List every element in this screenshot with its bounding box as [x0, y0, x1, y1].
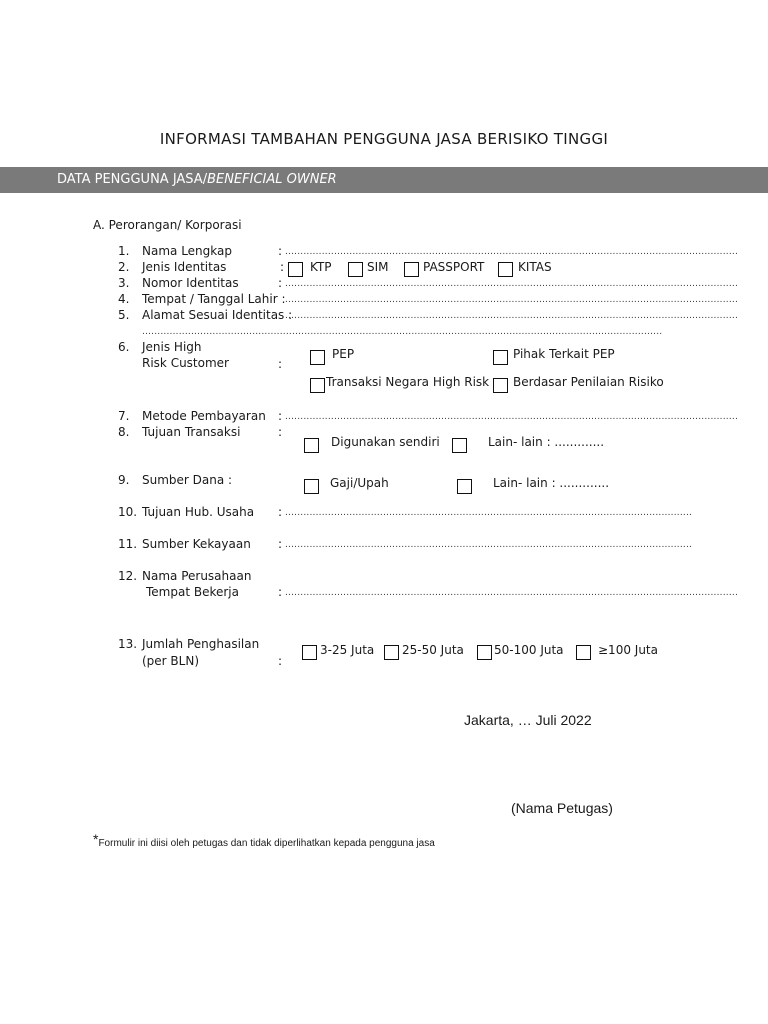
section-header-label: DATA PENGGUNA JASA/BENEFICIAL OWNER: [57, 172, 337, 187]
label-sumber-kekayaan: Sumber Kekayaan: [142, 537, 251, 551]
fill-line-ttl[interactable]: ....................................................................................................................................................: [285, 295, 739, 305]
colon: :: [278, 505, 283, 519]
colon: :: [278, 409, 283, 423]
date-line: Jakarta, … Juli 2022: [464, 712, 592, 728]
item-number-7: 7.: [118, 409, 130, 423]
colon: :: [278, 425, 283, 439]
item-number-5: 5.: [118, 308, 130, 322]
label-nama-lengkap: Nama Lengkap: [142, 244, 232, 258]
option-pep: PEP: [332, 347, 355, 361]
option-kitas: KITAS: [518, 260, 552, 274]
item-number-8: 8.: [118, 425, 130, 439]
checkbox-pep[interactable]: [310, 350, 325, 365]
colon: :: [278, 537, 283, 551]
option-dana-lain: Lain- lain : .............: [493, 476, 610, 490]
colon: :: [280, 260, 285, 274]
checkbox-income-50-100[interactable]: [477, 645, 492, 660]
officer-name: (Nama Petugas): [511, 800, 613, 816]
checkbox-income-25-50[interactable]: [384, 645, 399, 660]
checkbox-pihak-terkait-pep[interactable]: [493, 350, 508, 365]
checkbox-transaksi-negara[interactable]: [310, 378, 325, 393]
option-income-3-25: 3-25 Juta: [320, 643, 375, 657]
fill-line-metode[interactable]: ....................................................................................................................................................: [285, 412, 739, 422]
fill-line-alamat[interactable]: ....................................................................................................................................................: [285, 311, 739, 321]
label-nomor-identitas: Nomor Identitas: [142, 276, 239, 290]
section-header-bar: [0, 167, 768, 193]
option-passport: PASSPORT: [423, 260, 485, 274]
checkbox-passport[interactable]: [404, 262, 419, 277]
option-gaji-upah: Gaji/Upah: [330, 476, 389, 490]
item-number-11: 11.: [118, 537, 138, 551]
label-risk-customer: Risk Customer: [142, 356, 229, 370]
checkbox-digunakan-sendiri[interactable]: [304, 438, 319, 453]
option-sim: SIM: [367, 260, 389, 274]
option-transaksi-negara: Transaksi Negara High Risk: [326, 375, 490, 389]
item-number-1: 1.: [118, 244, 130, 258]
option-ktp: KTP: [310, 260, 332, 274]
fill-line-tujuan-hub[interactable]: .....................................................................................................................................: [285, 508, 693, 518]
footnote: [93, 831, 435, 849]
item-number-13: 13.: [118, 637, 138, 651]
checkbox-sim[interactable]: [348, 262, 363, 277]
item-number-10: 10.: [118, 505, 138, 519]
fill-line-nama[interactable]: ....................................................................................................................................................: [285, 247, 739, 257]
option-tujuan-lain: Lain- lain : .............: [488, 435, 605, 449]
item-number-9: 9.: [118, 473, 130, 487]
label-per-bln: (per BLN): [142, 654, 200, 668]
item-number-12: 12.: [118, 569, 138, 583]
label-tujuan-hub-usaha: Tujuan Hub. Usaha: [142, 505, 255, 519]
fill-line-perusahaan[interactable]: ....................................................................................................................................................: [285, 588, 739, 598]
option-income-25-50: 25-50 Juta: [402, 643, 464, 657]
label-tempat-bekerja: Tempat Bekerja: [146, 585, 239, 599]
label-metode-pembayaran: Metode Pembayaran: [142, 409, 266, 423]
item-number-2: 2.: [118, 260, 130, 274]
checkbox-kitas[interactable]: [498, 262, 513, 277]
colon: :: [278, 357, 283, 371]
footnote-text: Formulir ini diisi oleh petugas dan tidak diperlihatkan kepada pengguna jasa: [98, 838, 435, 849]
checkbox-income-3-25[interactable]: [302, 645, 317, 660]
item-number-3: 3.: [118, 276, 130, 290]
item-number-4: 4.: [118, 292, 130, 306]
checkbox-tujuan-lain[interactable]: [452, 438, 467, 453]
footnote-star: *: [93, 831, 99, 847]
label-tujuan-transaksi: Tujuan Transaksi: [142, 425, 241, 439]
fill-line-nomor[interactable]: ....................................................................................................................................................: [285, 279, 739, 289]
label-alamat: Alamat Sesuai Identitas :: [142, 308, 293, 322]
fill-line-kekayaan[interactable]: .....................................................................................................................................: [285, 540, 693, 550]
label-sumber-dana: Sumber Dana :: [142, 473, 233, 487]
option-income-100-plus: ≥100 Juta: [598, 643, 658, 657]
checkbox-dana-lain[interactable]: [457, 479, 472, 494]
option-income-50-100: 50-100 Juta: [494, 643, 564, 657]
colon: :: [278, 585, 283, 599]
label-jenis-high: Jenis High: [142, 340, 202, 354]
checkbox-ktp[interactable]: [288, 262, 303, 277]
checkbox-income-100-plus[interactable]: [576, 645, 591, 660]
checkbox-penilaian-risiko[interactable]: [493, 378, 508, 393]
colon: :: [278, 276, 283, 290]
option-pihak-terkait-pep: Pihak Terkait PEP: [513, 347, 615, 361]
colon: :: [278, 244, 283, 258]
item-number-6: 6.: [118, 340, 130, 354]
colon: :: [278, 654, 283, 668]
label-nama-perusahaan: Nama Perusahaan: [142, 569, 252, 583]
option-digunakan-sendiri: Digunakan sendiri: [331, 435, 440, 449]
label-tempat-tanggal-lahir: Tempat / Tanggal Lahir :: [142, 292, 286, 306]
checkbox-gaji-upah[interactable]: [304, 479, 319, 494]
label-jenis-identitas: Jenis Identitas: [142, 260, 227, 274]
fill-line-alamat-2[interactable]: ..........................................................................................................................................................................: [142, 327, 663, 337]
option-penilaian-risiko: Berdasar Penilaian Risiko: [513, 375, 664, 389]
section-a-label: A. Perorangan/ Korporasi: [93, 218, 242, 232]
page-title: INFORMASI TAMBAHAN PENGGUNA JASA BERISIKO TINGGI: [159, 130, 609, 148]
label-jumlah-penghasilan: Jumlah Penghasilan: [142, 637, 260, 651]
